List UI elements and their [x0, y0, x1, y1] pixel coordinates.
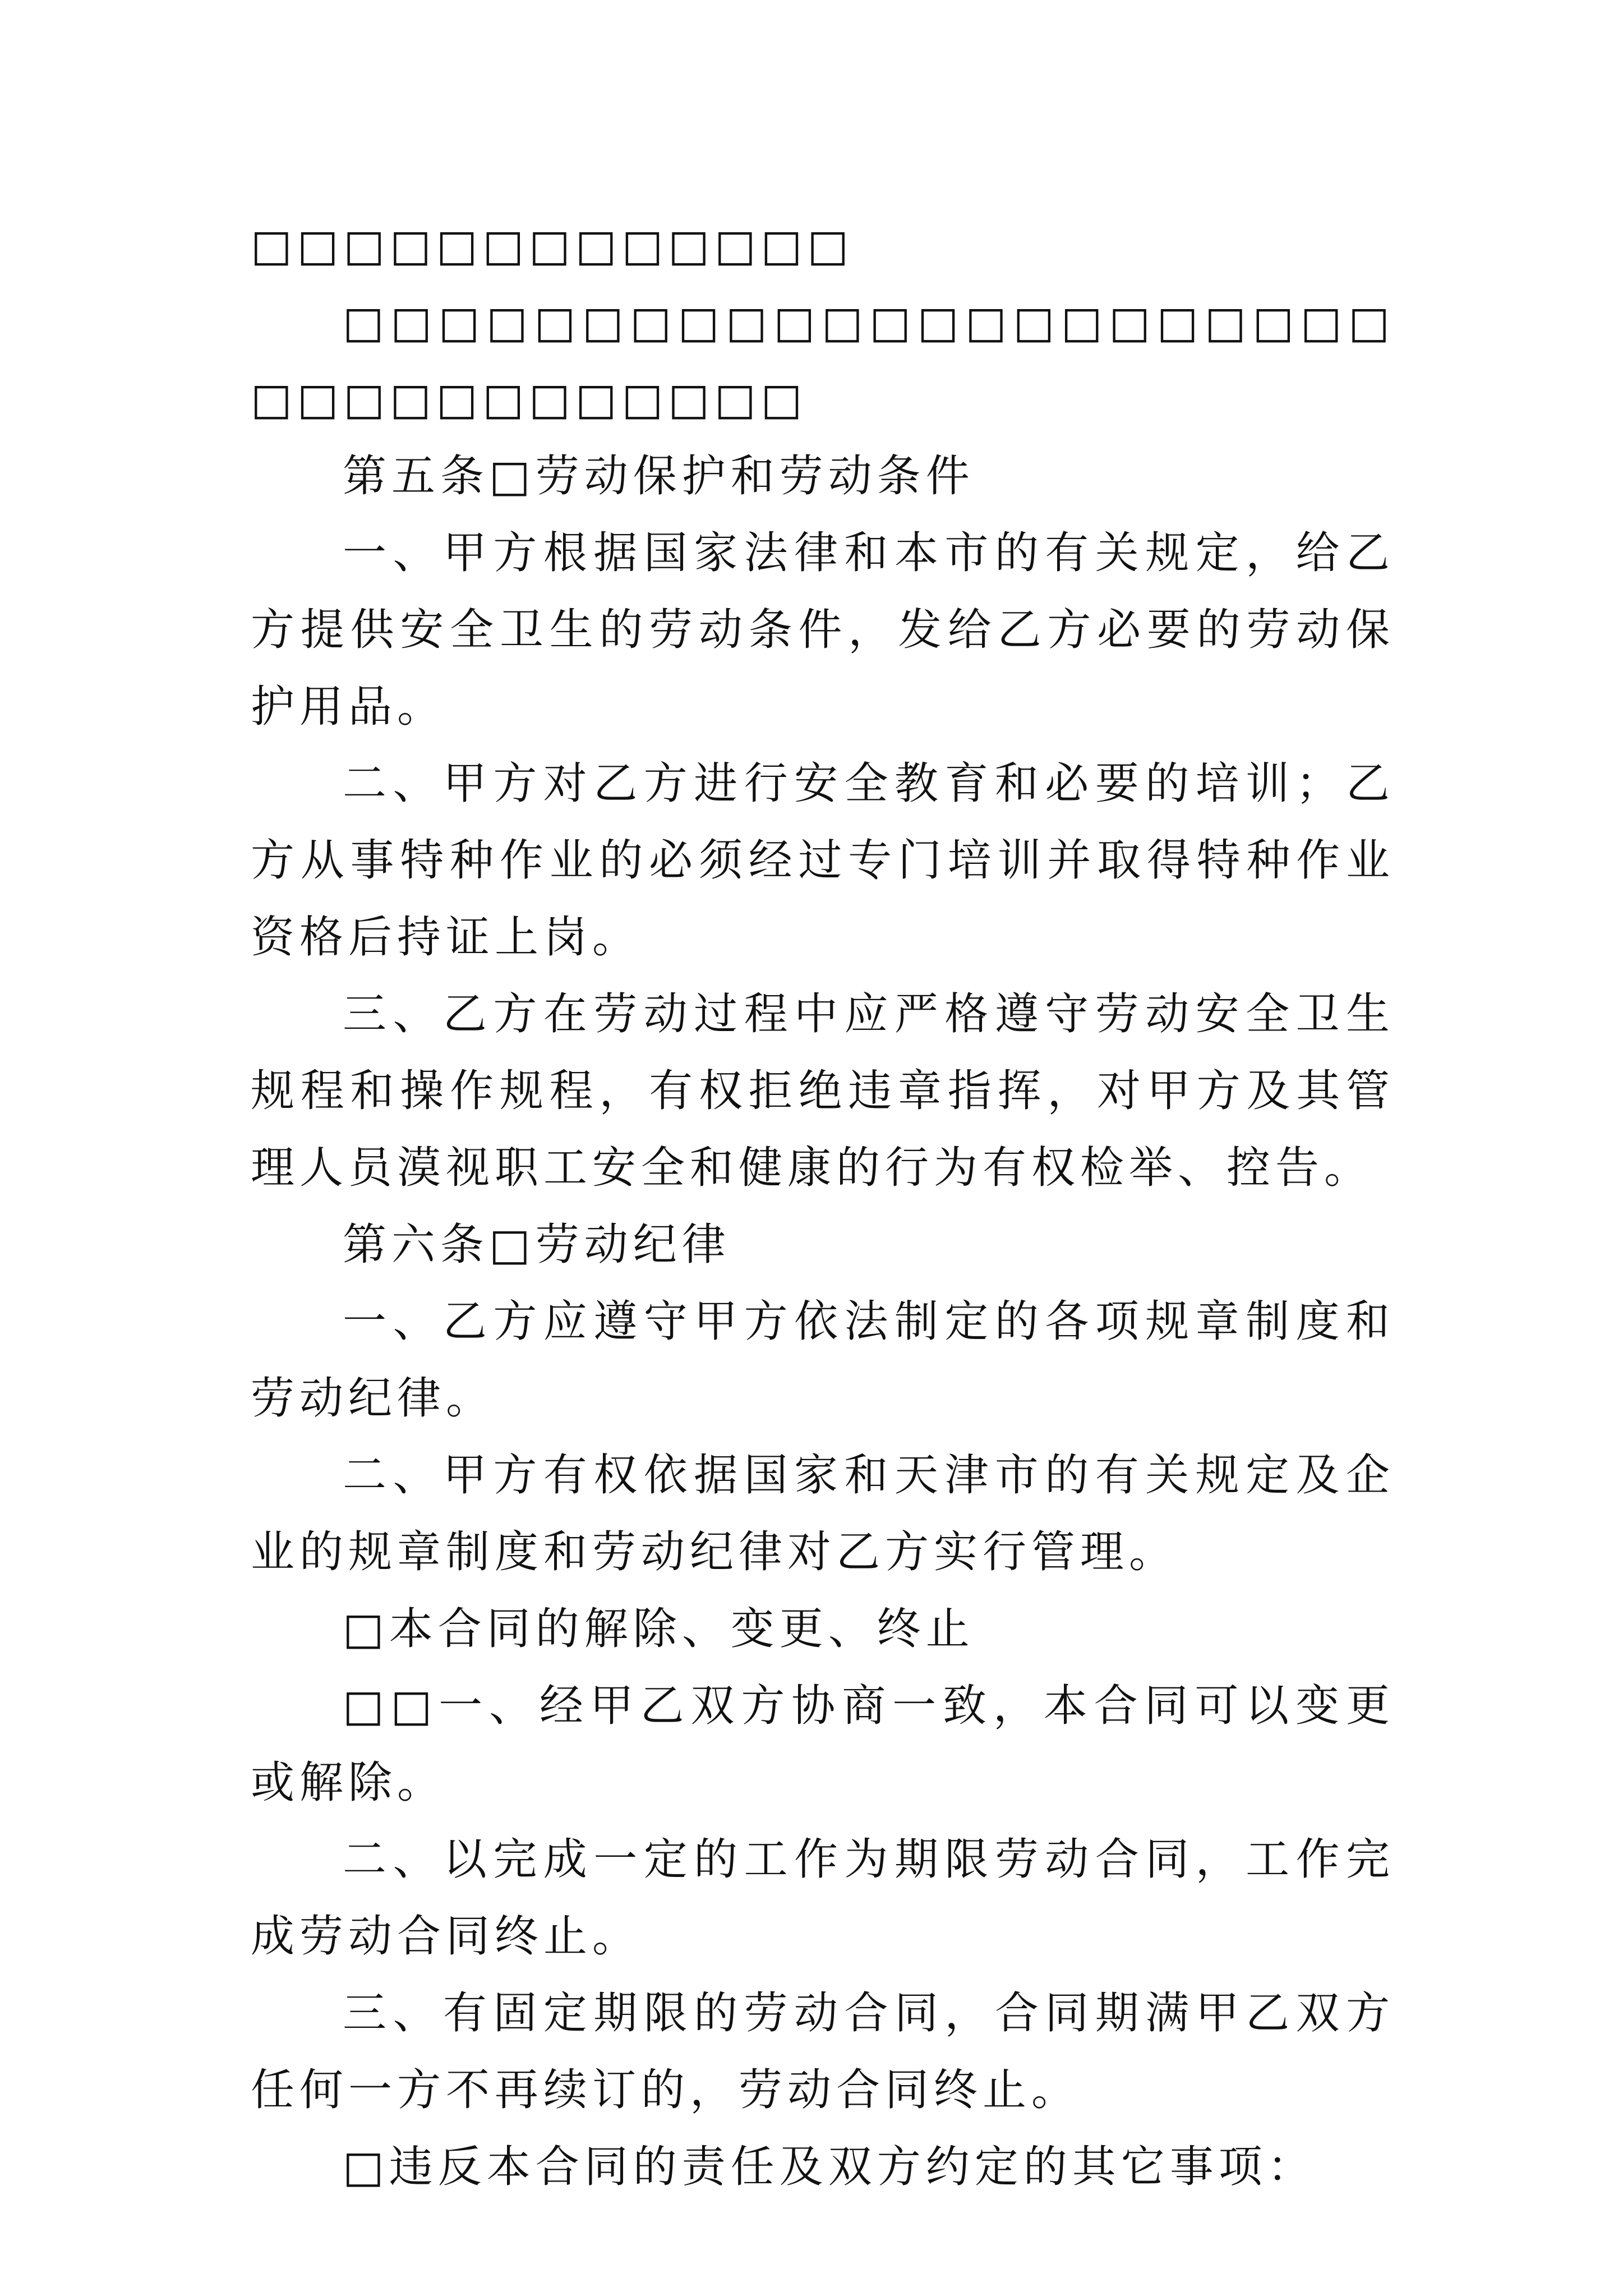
article-5-clause-3: 三、乙方在劳动过程中应严格遵守劳动安全卫生规程和操作规程，有权拒绝违章指挥，对甲方及其管理人员漠视职工安全和健康的行为有权检举、控告。: [251, 989, 1395, 1193]
termination-clause-3: 三、有固定期限的劳动合同，合同期满甲乙双方任何一方不再续订的，劳动合同终止。: [251, 1988, 1395, 2115]
paragraph-1: □□□□□□□□□□□□□: [251, 220, 854, 271]
article-6-heading: 第六条□劳动纪律: [343, 1220, 731, 1270]
termination-heading: □本合同的解除、变更、终止: [343, 1604, 975, 1654]
article-6-clause-2: 二、甲方有权依据国家和天津市的有关规定及企业的规章制度和劳动纪律对乙方实行管理。: [251, 1450, 1395, 1577]
article-6-clause-1: 一、乙方应遵守甲方依法制定的各项规章制度和劳动纪律。: [251, 1296, 1395, 1424]
article-5-clause-2: 二、甲方对乙方进行安全教育和必要的培训；乙方从事特种作业的必须经过专门培训并取得特种作业资格后持证上岗。: [251, 758, 1395, 963]
paragraph-2: □□□□□□□□□□□□□□□□□□□□□□□□□□□□□□□□□□: [251, 297, 1395, 425]
document-body: [251, 208, 1395, 2206]
termination-clause-2: 二、以完成一定的工作为期限劳动合同，工作完成劳动合同终止。: [251, 1834, 1395, 1962]
article-5-clause-1: 一、甲方根据国家法律和本市的有关规定，给乙方提供安全卫生的劳动条件，发给乙方必要的劳动保护用品。: [251, 528, 1395, 732]
article-5-heading: 第五条□劳动保护和劳动条件: [343, 451, 975, 501]
termination-clause-1: □□一、经甲乙双方协商一致，本合同可以变更或解除。: [251, 1681, 1395, 1808]
liability-heading: □违反本合同的责任及双方约定的其它事项：: [343, 2142, 1316, 2192]
